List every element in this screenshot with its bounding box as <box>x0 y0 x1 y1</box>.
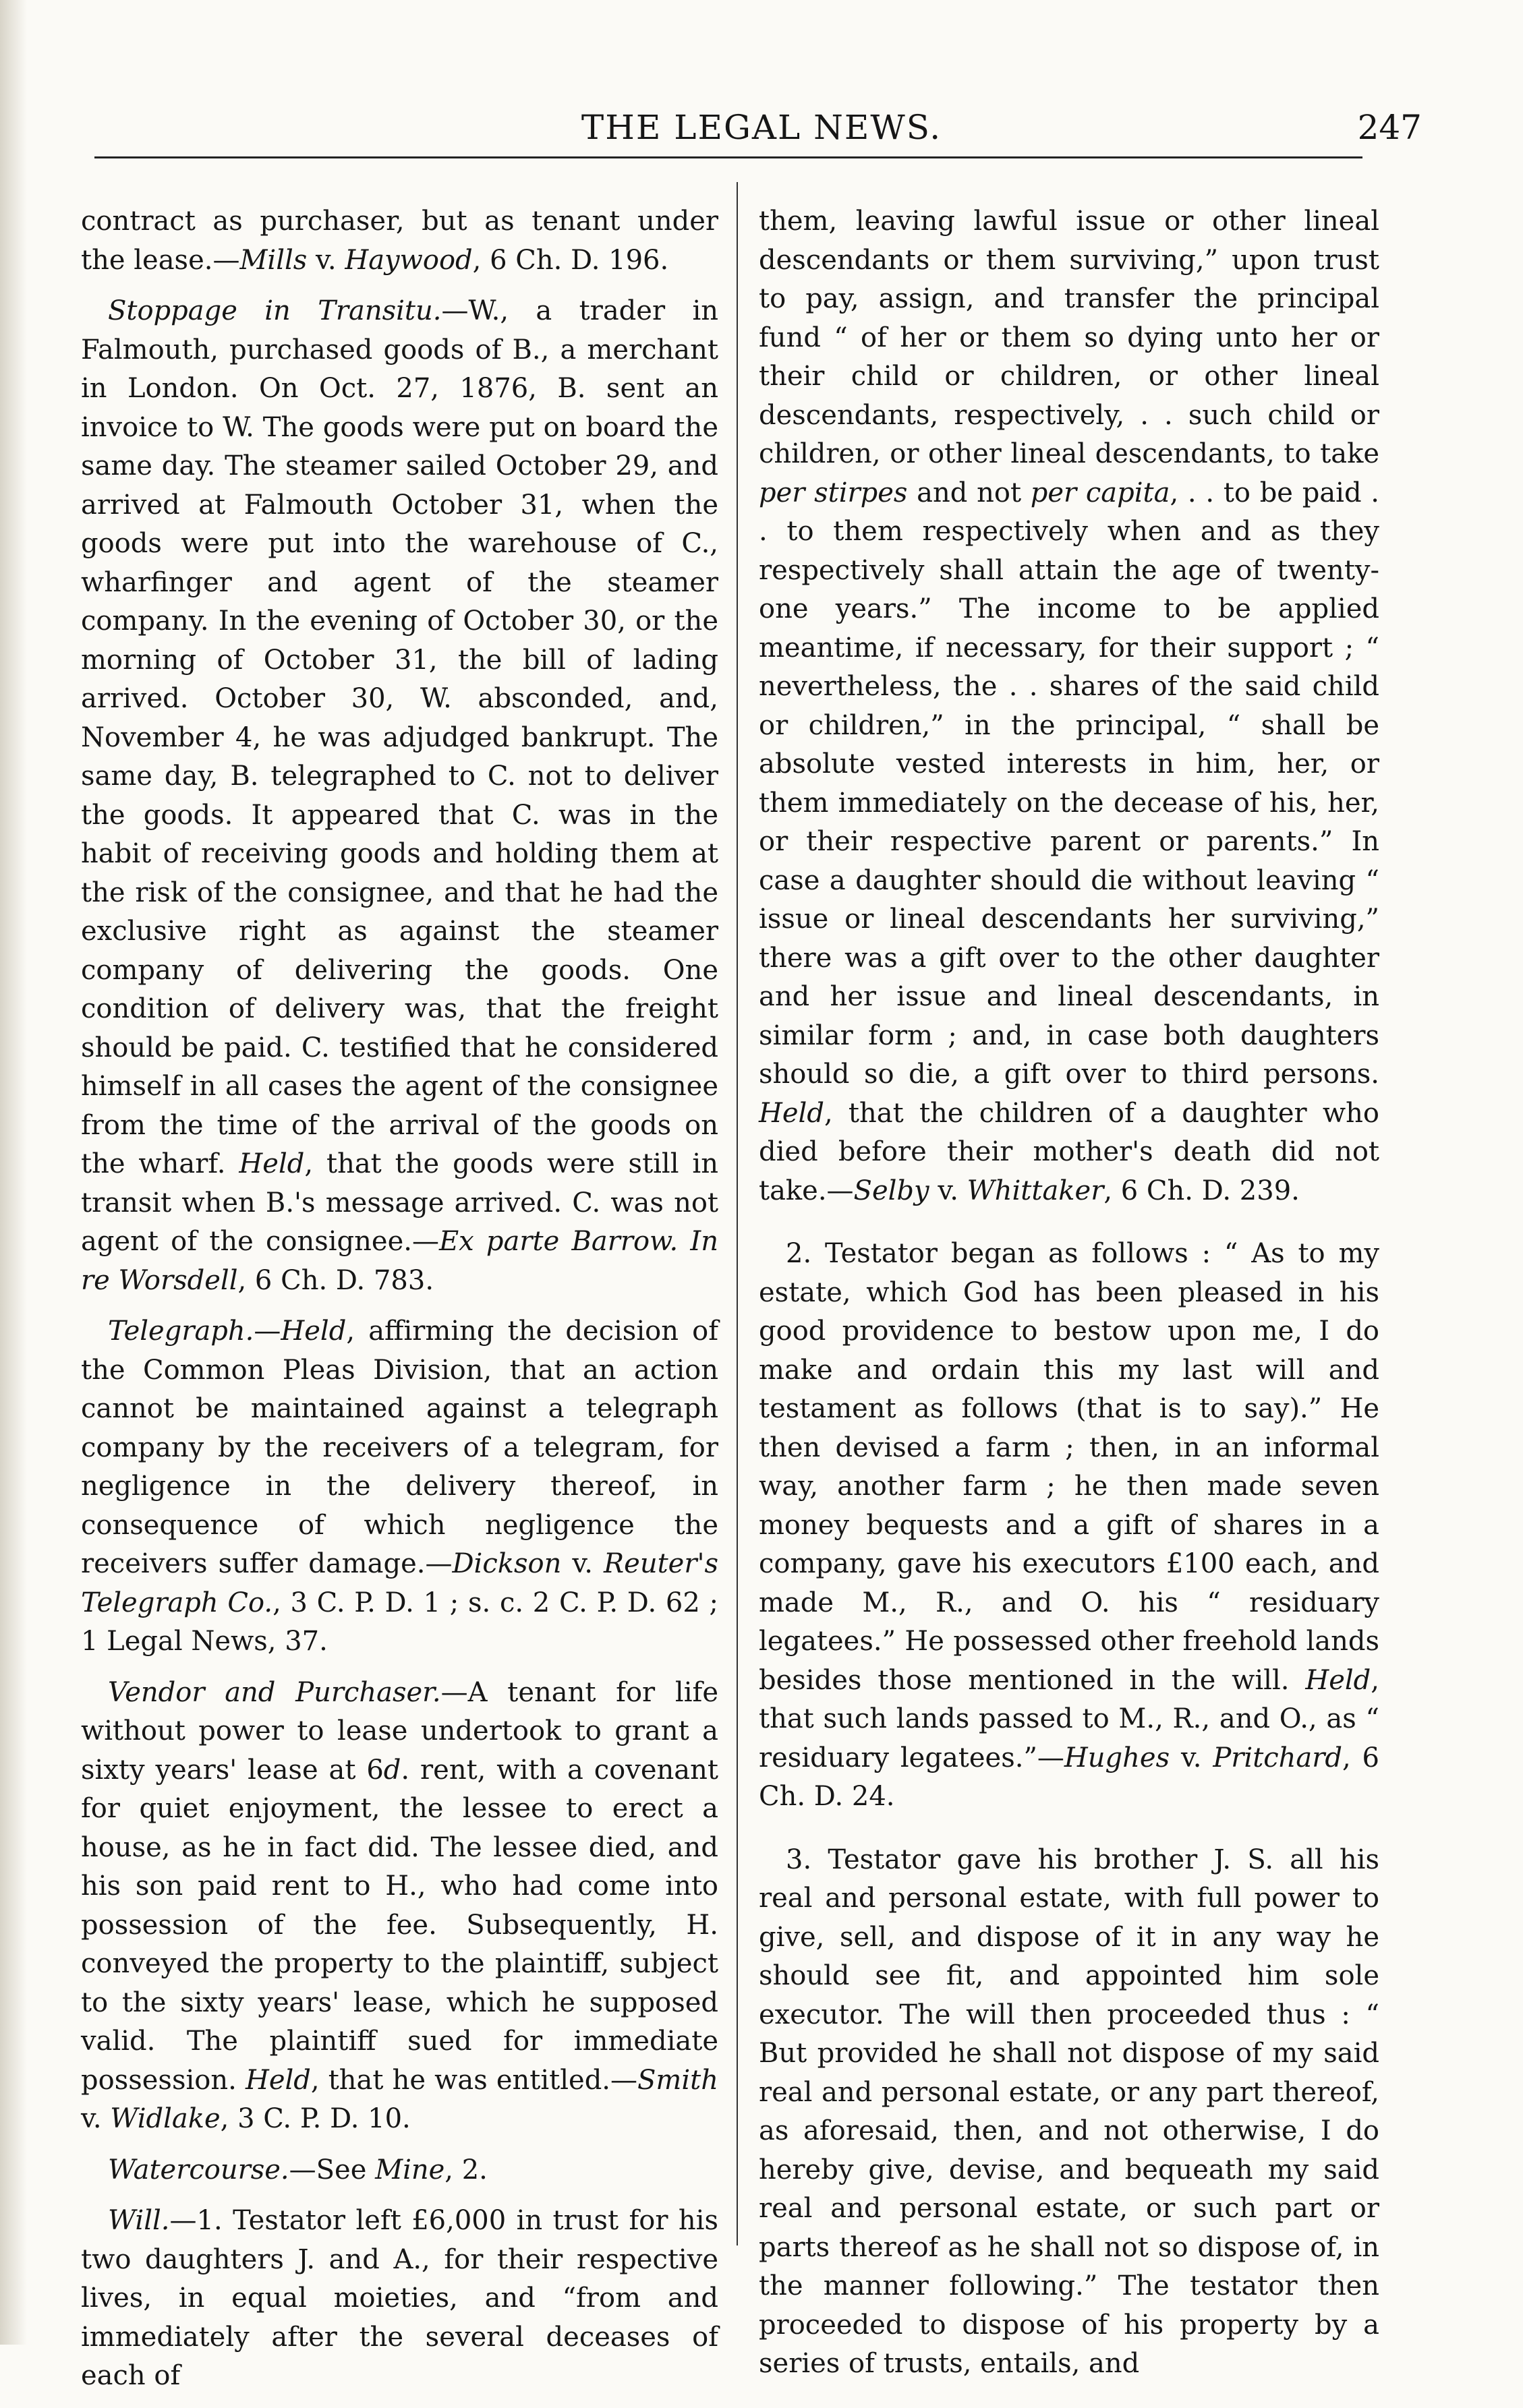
text: v. <box>561 1548 604 1579</box>
italic-text: Stoppage in Transitu. <box>108 295 442 326</box>
text: , affirming the decision of the Common Pleas Division, that an action cannot be maintained against a telegraph company by the receivers of a telegram, for negligence in the delivery thereof, in consequence of which negligence the receivers suffer damage.— <box>81 1316 718 1579</box>
italic-text: Held <box>281 1316 347 1347</box>
italic-text: per stirpes <box>759 477 908 508</box>
italic-text: Vendor and Purchaser. <box>108 1676 441 1708</box>
text: , that the children of a daughter who died before their mother's death did not take.— <box>759 1097 1379 1206</box>
text: —See <box>289 2154 376 2185</box>
text: , 6 Ch. D. 24. <box>759 1742 1379 1812</box>
italic-text: Held <box>245 2064 311 2096</box>
text: , that the goods were still in transit when B.'s message arrived. C. was not agent of the consignee.— <box>81 1148 718 1257</box>
italic-text: Selby <box>853 1175 929 1206</box>
paragraph <box>759 1841 1379 2384</box>
text: —A tenant for life without power to lease undertook to grant a sixty years' lease at 6 <box>81 1676 718 1786</box>
text: —1. Testator left £6,000 in trust for his two daughters J. and A., for their respective lives, in equal moieties, and “from and immediately after the several deceases of each of <box>81 2205 718 2391</box>
paragraph <box>81 1674 718 2139</box>
text: , . . to be paid . . to them respectively when and as they respectively shall attain the age of twenty-one years.” The income to be applied meantime, if necessary, for their support ; “ nevertheless, the . . shares of the said child or children,” in the principal, “ shall be absolute vested interests in him, her, or them immediately on the decease of his, her, or their respective parent or parents.” In case a daughter should die without leaving “ issue or lineal descendants her surviving,” there was a gift over to the other daughter and her issue and lineal descendants, in similar form ; and, in case both daughters should so die, a gift over to third persons. <box>759 477 1380 1090</box>
italic-text: Reuter's Telegraph Co. <box>81 1548 718 1618</box>
text: , that he was entitled.— <box>310 2064 638 2096</box>
right-column <box>759 202 1379 2396</box>
italic-text: Smith <box>637 2064 718 2096</box>
italic-text: Mine <box>375 2154 445 2185</box>
text: , 6 Ch. D. 196. <box>472 244 669 276</box>
left-column <box>81 202 718 2408</box>
text: v. <box>929 1175 967 1206</box>
italic-text: Watercourse. <box>108 2154 289 2185</box>
header-rule <box>94 156 1362 158</box>
text: 2. Testator began as follows : “ As to my estate, which God has been pleased in his good providence to bestow upon me, I do make and ordain this my last will and testament as follows (that is to say).” He then devised a farm ; then, in an informal way, another farm ; he then made seven money bequests and a gift of shares in a company, gave his executors £100 each, and made M., R., and O. his “ residuary legatees.” He possessed other freehold lands besides those mentioned in the will. <box>759 1238 1379 1696</box>
paragraph <box>759 202 1379 1210</box>
italic-text: Mills <box>239 244 308 276</box>
italic-text: per capita <box>1030 477 1170 508</box>
italic-text: d <box>383 1754 401 1786</box>
italic-text: Pritchard <box>1213 1742 1342 1773</box>
italic-text: Widlake <box>110 2103 221 2134</box>
text: , 3 C. P. D. 1 ; s. c. 2 C. P. D. 62 ; 1 Legal News, 37. <box>81 1587 718 1657</box>
text: . rent, with a covenant for quiet enjoyment, the lessee to erect a house, as he in fact did. The lessee died, and his son paid rent to H., who had come into possession of the fee. Subsequently, H. conveyed the property to the plaintiff, subject to the sixty years' lease, which he supposed valid. The plaintiff sued for immediate possession. <box>81 1754 718 2096</box>
text: , 3 C. P. D. 10. <box>220 2103 411 2134</box>
text: — <box>254 1316 281 1347</box>
text: v. <box>307 244 345 276</box>
italic-text: Held <box>759 1097 824 1129</box>
text: , 6 Ch. D. 239. <box>1103 1175 1300 1206</box>
italic-text: Held <box>239 1148 305 1179</box>
column-divider <box>737 182 738 2245</box>
italic-text: Held <box>1305 1664 1371 1696</box>
paragraph <box>81 1312 718 1662</box>
page-title: THE LEGAL NEWS. <box>581 108 942 147</box>
italic-text: Haywood <box>345 244 473 276</box>
italic-text: Whittaker <box>967 1175 1104 1206</box>
italic-text: Telegraph. <box>108 1316 254 1347</box>
text: them, leaving lawful issue or other lineal descendants or them surviving,” upon trust to pay, assign, and transfer the principal fund “ of her or them so dying unto her or their child or children, or other lineal descendants, respectively, . . such child or children, or other lineal descendants, to take <box>759 206 1379 469</box>
text: and not <box>907 477 1031 508</box>
italic-text: Will. <box>108 2205 170 2236</box>
text: v. <box>81 2103 111 2134</box>
text: contract as purchaser, but as tenant under the lease.— <box>81 206 718 276</box>
paragraph <box>759 1235 1379 1817</box>
paragraph <box>81 202 718 280</box>
text: —W., a trader in Falmouth, purchased goods of B., a merchant in London. On Oct. 27, 1876, B. sent an invoice to W. The goods were put on board the same day. The steamer sailed October 29, and arrived at Falmouth October 31, when the goods were put into the warehouse of C., wharfinger and agent of the steamer company. In the evening of October 30, or the morning of October 31, the bill of lading arrived. October 30, W. absconded, and, November 4, he was adjudged bankrupt. The same day, B. telegraphed to C. not to deliver the goods. It appeared that C. was in the habit of receiving goods and holding them at the risk of the consignee, and that he had the exclusive right as against the steamer company of delivering the goods. One condition of delivery was, that the freight should be paid. C. testified that he considered himself in all cases the agent of the consignee from the time of the arrival of the goods on the wharf. <box>81 295 718 1179</box>
text: , that such lands passed to M., R., and O., as “ residuary legatees.”— <box>759 1664 1379 1773</box>
text: , 6 Ch. D. 783. <box>237 1264 434 1296</box>
italic-text: Ex parte Barrow. In re Worsdell <box>81 1226 718 1296</box>
page-number: 247 <box>1357 108 1422 147</box>
text: 3. Testator gave his brother J. S. all his real and personal estate, with full power to give, sell, and dispose of it in any way he should see fit, and appointed him sole executor. The will then proceeded thus : “ But provided he shall not dispose of my said real and personal estate, or any part thereof, as aforesaid, then, and not otherwise, I do hereby give, devise, and bequeath my said real and personal estate, or such part or parts thereof as he shall not so dispose of, in the manner following.” The testator then proceeded to dispose of his property by a series of trusts, entails, and <box>759 1844 1379 2379</box>
italic-text: Dickson <box>452 1548 562 1579</box>
italic-text: Hughes <box>1064 1742 1170 1773</box>
paragraph <box>81 292 718 1300</box>
paragraph <box>81 2151 718 2190</box>
paragraph <box>81 2202 718 2396</box>
text: , 2. <box>444 2154 488 2185</box>
page-edge-shadow <box>0 0 27 2345</box>
text: v. <box>1170 1742 1213 1773</box>
